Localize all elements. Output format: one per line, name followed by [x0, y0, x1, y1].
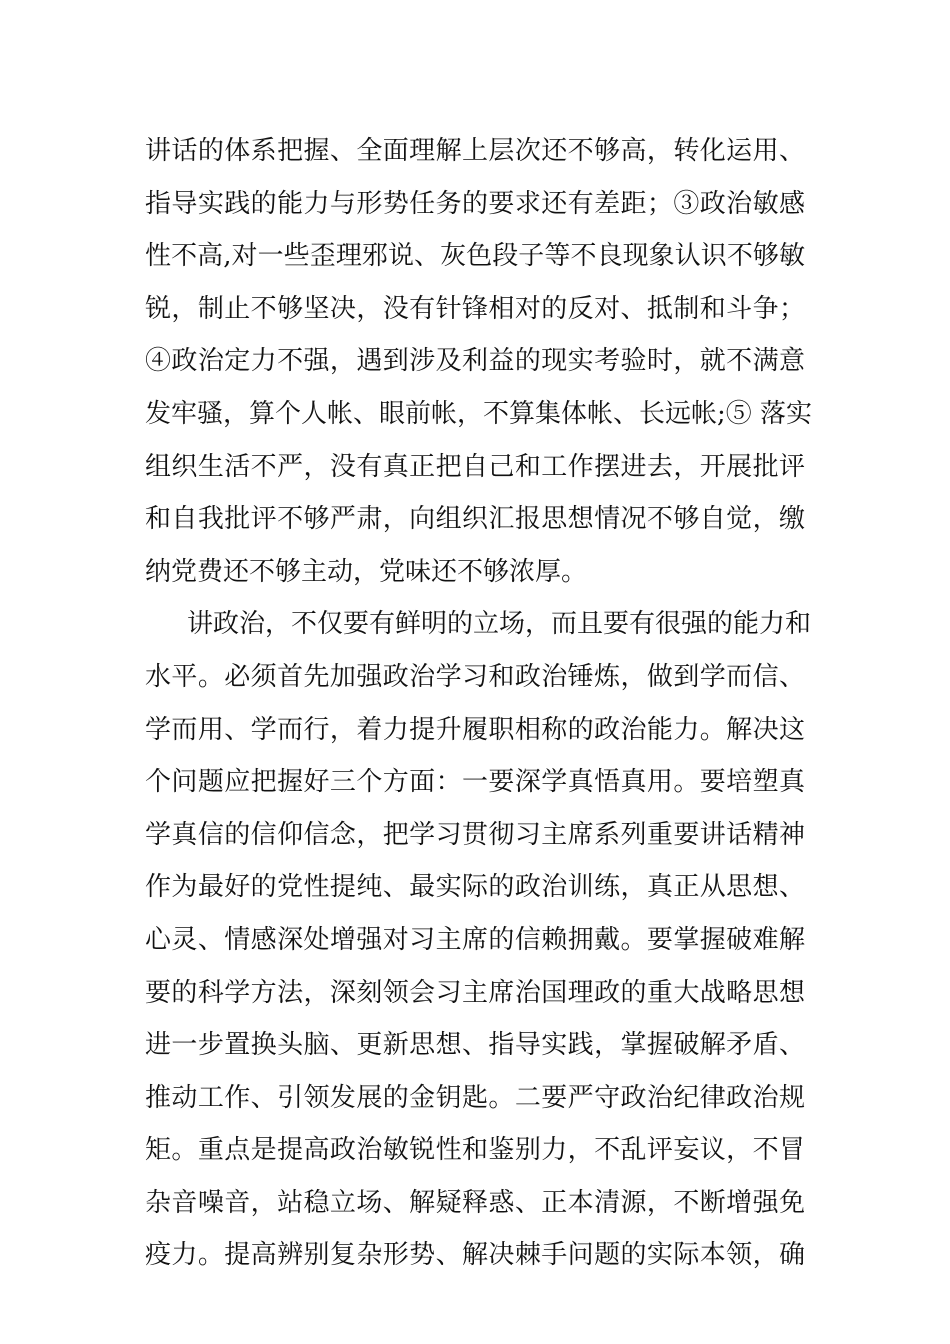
paragraph-2-line: 心灵、情感深处增强对习主席的信赖拥戴。要掌握破难解	[145, 924, 805, 955]
paragraph-2-line: 要的科学方法，深刻领会习主席治国理政的重大战略思想	[145, 977, 805, 1008]
paragraph-2-line: 学真信的信仰信念，把学习贯彻习主席系列重要讲话精神	[145, 819, 805, 850]
paragraph-2-line: 杂音噪音，站稳立场、解疑释惑、正本清源，不断增强免	[145, 1187, 805, 1218]
paragraph-1-line: 锐，制止不够坚决，没有针锋相对的反对、抵制和斗争；	[145, 293, 805, 324]
paragraph-2-line: 疫力。提高辨别复杂形势、解决棘手问题的实际本领，确	[145, 1240, 805, 1271]
paragraph-1-line: ④政治定力不强，遇到涉及利益的现实考验时，就不满意	[145, 346, 805, 377]
paragraph-1-line: 指导实践的能力与形势任务的要求还有差距；③政治敏感	[145, 188, 805, 219]
paragraph-1-line: 性不高,对一些歪理邪说、灰色段子等不良现象认识不够敏	[145, 241, 805, 272]
paragraph-2-line: 水平。必须首先加强政治学习和政治锤炼，做到学而信、	[145, 661, 805, 692]
paragraph-1	[145, 125, 813, 598]
paragraph-1-line: 发牢骚，算个人帐、眼前帐，不算集体帐、长远帐;⑤ 落实	[145, 398, 813, 429]
paragraph-2	[145, 598, 812, 1282]
paragraph-1-line: 讲话的体系把握、全面理解上层次还不够高，转化运用、	[145, 136, 805, 166]
paragraph-2-line: 个问题应把握好三个方面：一要深学真悟真用。要培塑真	[145, 767, 805, 798]
paragraph-1-line: 纳党费还不够主动，党味还不够浓厚。	[145, 556, 588, 587]
paragraph-2-line: 推动工作、引领发展的金钥匙。二要严守政治纪律政治规	[145, 1082, 805, 1113]
paragraph-2-line: 作为最好的党性提纯、最实际的政治训练，真正从思想、	[145, 872, 805, 903]
paragraph-2-line: 讲政治，不仅要有鲜明的立场，而且要有很强的能力和	[187, 609, 812, 640]
paragraph-1-line: 组织生活不严，没有真正把自己和工作摆进去，开展批评	[145, 451, 805, 482]
paragraph-2-line: 进一步置换头脑、更新思想、指导实践，掌握破解矛盾、	[145, 1030, 805, 1061]
document-body	[145, 125, 813, 1282]
paragraph-1-line: 和自我批评不够严肃，向组织汇报思想情况不够自觉，缴	[145, 504, 805, 535]
paragraph-2-line: 学而用、学而行，着力提升履职相称的政治能力。解决这	[145, 714, 805, 745]
paragraph-2-line: 矩。重点是提高政治敏锐性和鉴别力，不乱评妄议，不冒	[145, 1135, 805, 1166]
